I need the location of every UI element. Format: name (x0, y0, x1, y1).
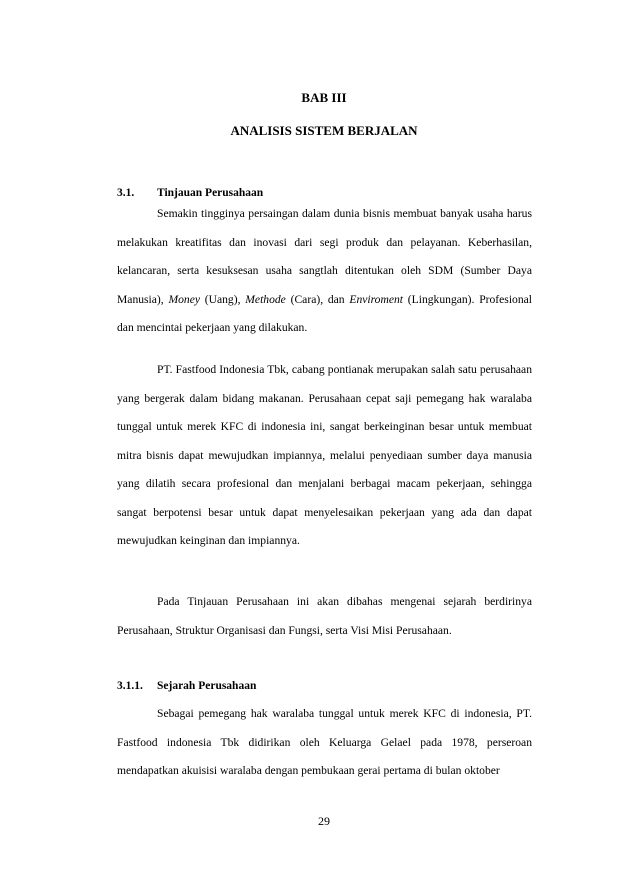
paragraph-sejarah (117, 700, 532, 786)
paragraph-text: (Lingkungan). Profesional dan mencintai pekerjaan yang dilakukan. (117, 292, 533, 334)
section-title: Sejarah Perusahaan (157, 680, 257, 692)
section-heading-3-1-1 (117, 680, 256, 692)
section-number: 3.1. (117, 187, 135, 199)
paragraph-persaingan (117, 200, 532, 343)
section-heading-3-1 (117, 187, 263, 199)
paragraph-text: PT. Fastfood Indonesia Tbk, cabang pontianak merupakan salah satu perusahaan yang bergerak dalam bidang makanan. Perusahaan cepat saji pemegang hak waralaba tunggal untuk merek KFC di indonesia ini, sangat berkeinginan besar untuk membuat mitra bisnis dapat mewujudkan impiannya, melalui penyediaan sumber daya manusia yang dilatih secara profesional dan menjalani berbagai macam pekerjaan, sehingga sangat berpotensi besar untuk dapat menyelesaikan pekerjaan yang ada dan dapat mewujudkan keinginan dan impiannya. (117, 363, 532, 547)
chapter-number: BAB III (301, 90, 347, 105)
section-number: 3.1.1. (117, 680, 143, 692)
paragraph-text: Sebagai pemegang hak waralaba tunggal untuk merek KFC di indonesia, PT. Fastfood indonesia Tbk didirikan oleh Keluarga Gelael pada 1978, perseroan mendapatkan akuisisi waralaba dengan pembukaan gerai pertama di bulan oktober (117, 707, 532, 777)
paragraph-tinjauan (117, 588, 532, 645)
chapter-title: ANALISIS SISTEM BERJALAN (230, 123, 418, 138)
italic-term-methode: Methode (245, 292, 286, 306)
paragraph-fastfood (117, 356, 532, 556)
paragraph-text: Pada Tinjauan Perusahaan ini akan dibahas mengenai sejarah berdirinya Perusahaan, Struktur Organisasi dan Fungsi, serta Visi Misi Perusahaan. (117, 595, 532, 637)
paragraph-text: (Uang), (200, 292, 246, 306)
section-title: Tinjauan Perusahaan (157, 187, 264, 199)
italic-term-money: Money (168, 292, 200, 306)
italic-term-enviroment: Enviroment (349, 292, 404, 306)
paragraph-text: (Cara), dan (285, 292, 350, 306)
paragraph-text: Semakin tingginya persaingan dalam dunia bisnis membuat banyak usaha harus melakukan kreatifitas dan inovasi dari segi produk dan pelayanan. Keberhasilan, kelancaran, serta kesuksesan usaha sangtlah ditentukan oleh SDM (Sumber Daya Manusia), (117, 207, 532, 306)
page-number: 29 (318, 814, 330, 828)
